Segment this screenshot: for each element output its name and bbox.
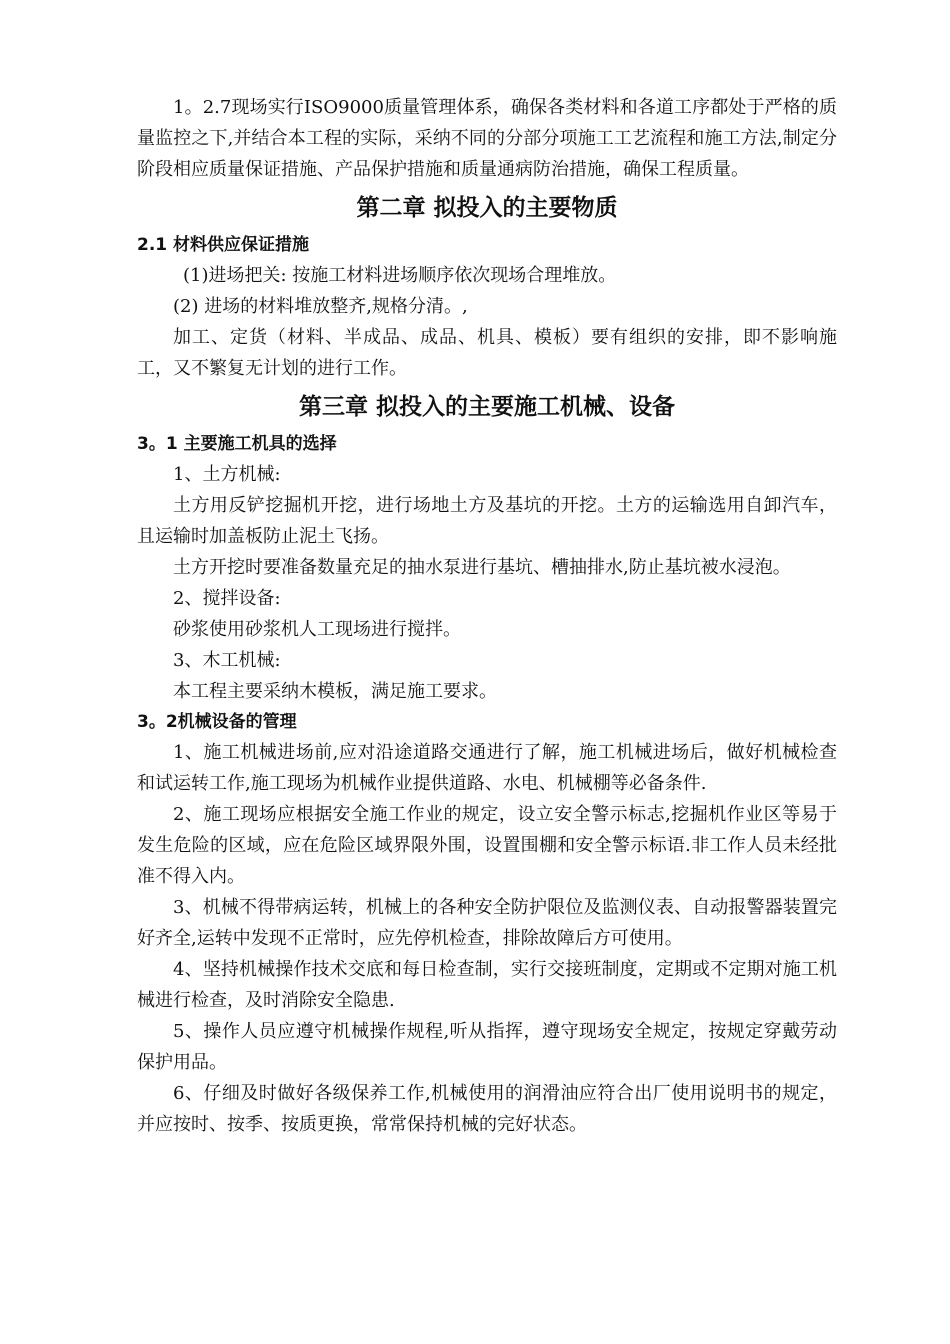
section-2-1-title: 2.1 材料供应保证措施 — [137, 235, 310, 255]
paragraph-safety-signs: 2、施工现场应根据安全施工作业的规定，设立安全警示标志,挖掘机作业区等易于发生危险的区域，应在危险区域界限外围，设置围棚和安全警示标语.非工作人员未经批准不得入内。 — [137, 804, 837, 887]
paragraph-mortar-mixing: 砂浆使用砂浆机人工现场进行搅拌。 — [173, 619, 461, 640]
paragraph-excavation: 土方用反铲挖掘机开挖，进行场地土方及基坑的开挖。土方的运输选用自卸汽车，且运输时加盖板防止泥土飞扬。 — [137, 495, 837, 547]
item-earthwork-machinery: 1、土方机械: — [173, 464, 281, 485]
paragraph-wood-formwork: 本工程主要采纳木模板，满足施工要求。 — [173, 681, 497, 702]
item-woodworking-machinery: 3、木工机械: — [173, 650, 281, 671]
paragraph-material-stacking: (2) 进场的材料堆放整齐,规格分清。, — [173, 296, 468, 317]
chapter-3-title: 第三章 拟投入的主要施工机械、设备 — [298, 394, 675, 420]
paragraph-machine-condition: 3、机械不得带病运转，机械上的各种安全防护限位及监测仪表、自动报警器装置完好齐全,运转中发现不正常时，应先停机检查，排除故障后方可使用。 — [137, 897, 837, 949]
chapter-2-title: 第二章 拟投入的主要物质 — [356, 195, 618, 221]
document-page — [137, 92, 837, 1140]
paragraph-inspection-system: 4、坚持机械操作技术交底和每日检查制，实行交接班制度，定期或不定期对施工机械进行检查，及时消除安全隐患. — [137, 959, 837, 1011]
paragraph-processing-order: 加工、定货（材料、半成品、成品、机具、模板）要有组织的安排，即不影响施工，又不繁复无计划的进行工作。 — [137, 327, 837, 379]
section-3-2-title: 3。2机械设备的管理 — [137, 712, 297, 732]
paragraph-material-entry: (1)进场把关: 按施工材料进场顺序依次现场合理堆放。 — [183, 265, 617, 286]
paragraph-quality-system: 1。2.7现场实行ISO9000质量管理体系，确保各类材料和各道工序都处于严格的质量监控之下,并结合本工程的实际，采纳不同的分部分项施工工艺流程和施工方法,制定分阶段相应质量保证措施、产品保护措施和质量通病防治措施，确保工程质量。 — [137, 97, 837, 180]
section-3-1-title: 3。1 主要施工机具的选择 — [137, 434, 337, 454]
paragraph-dewatering: 土方开挖时要准备数量充足的抽水泵进行基坑、槽抽排水,防止基坑被水浸泡。 — [173, 557, 791, 578]
item-mixing-equipment: 2、搅拌设备: — [173, 588, 281, 609]
paragraph-machinery-entry: 1、施工机械进场前,应对沿途道路交通进行了解，施工机械进场后，做好机械检查和试运转工作,施工现场为机械作业提供道路、水电、机械棚等必备条件. — [137, 742, 837, 794]
paragraph-operator-rules: 5、操作人员应遵守机械操作规程,听从指挥，遵守现场安全规定，按规定穿戴劳动保护用品。 — [137, 1021, 837, 1073]
paragraph-maintenance: 6、仔细及时做好各级保养工作,机械使用的润滑油应符合出厂使用说明书的规定，并应按时、按季、按质更换，常常保持机械的完好状态。 — [137, 1083, 837, 1135]
